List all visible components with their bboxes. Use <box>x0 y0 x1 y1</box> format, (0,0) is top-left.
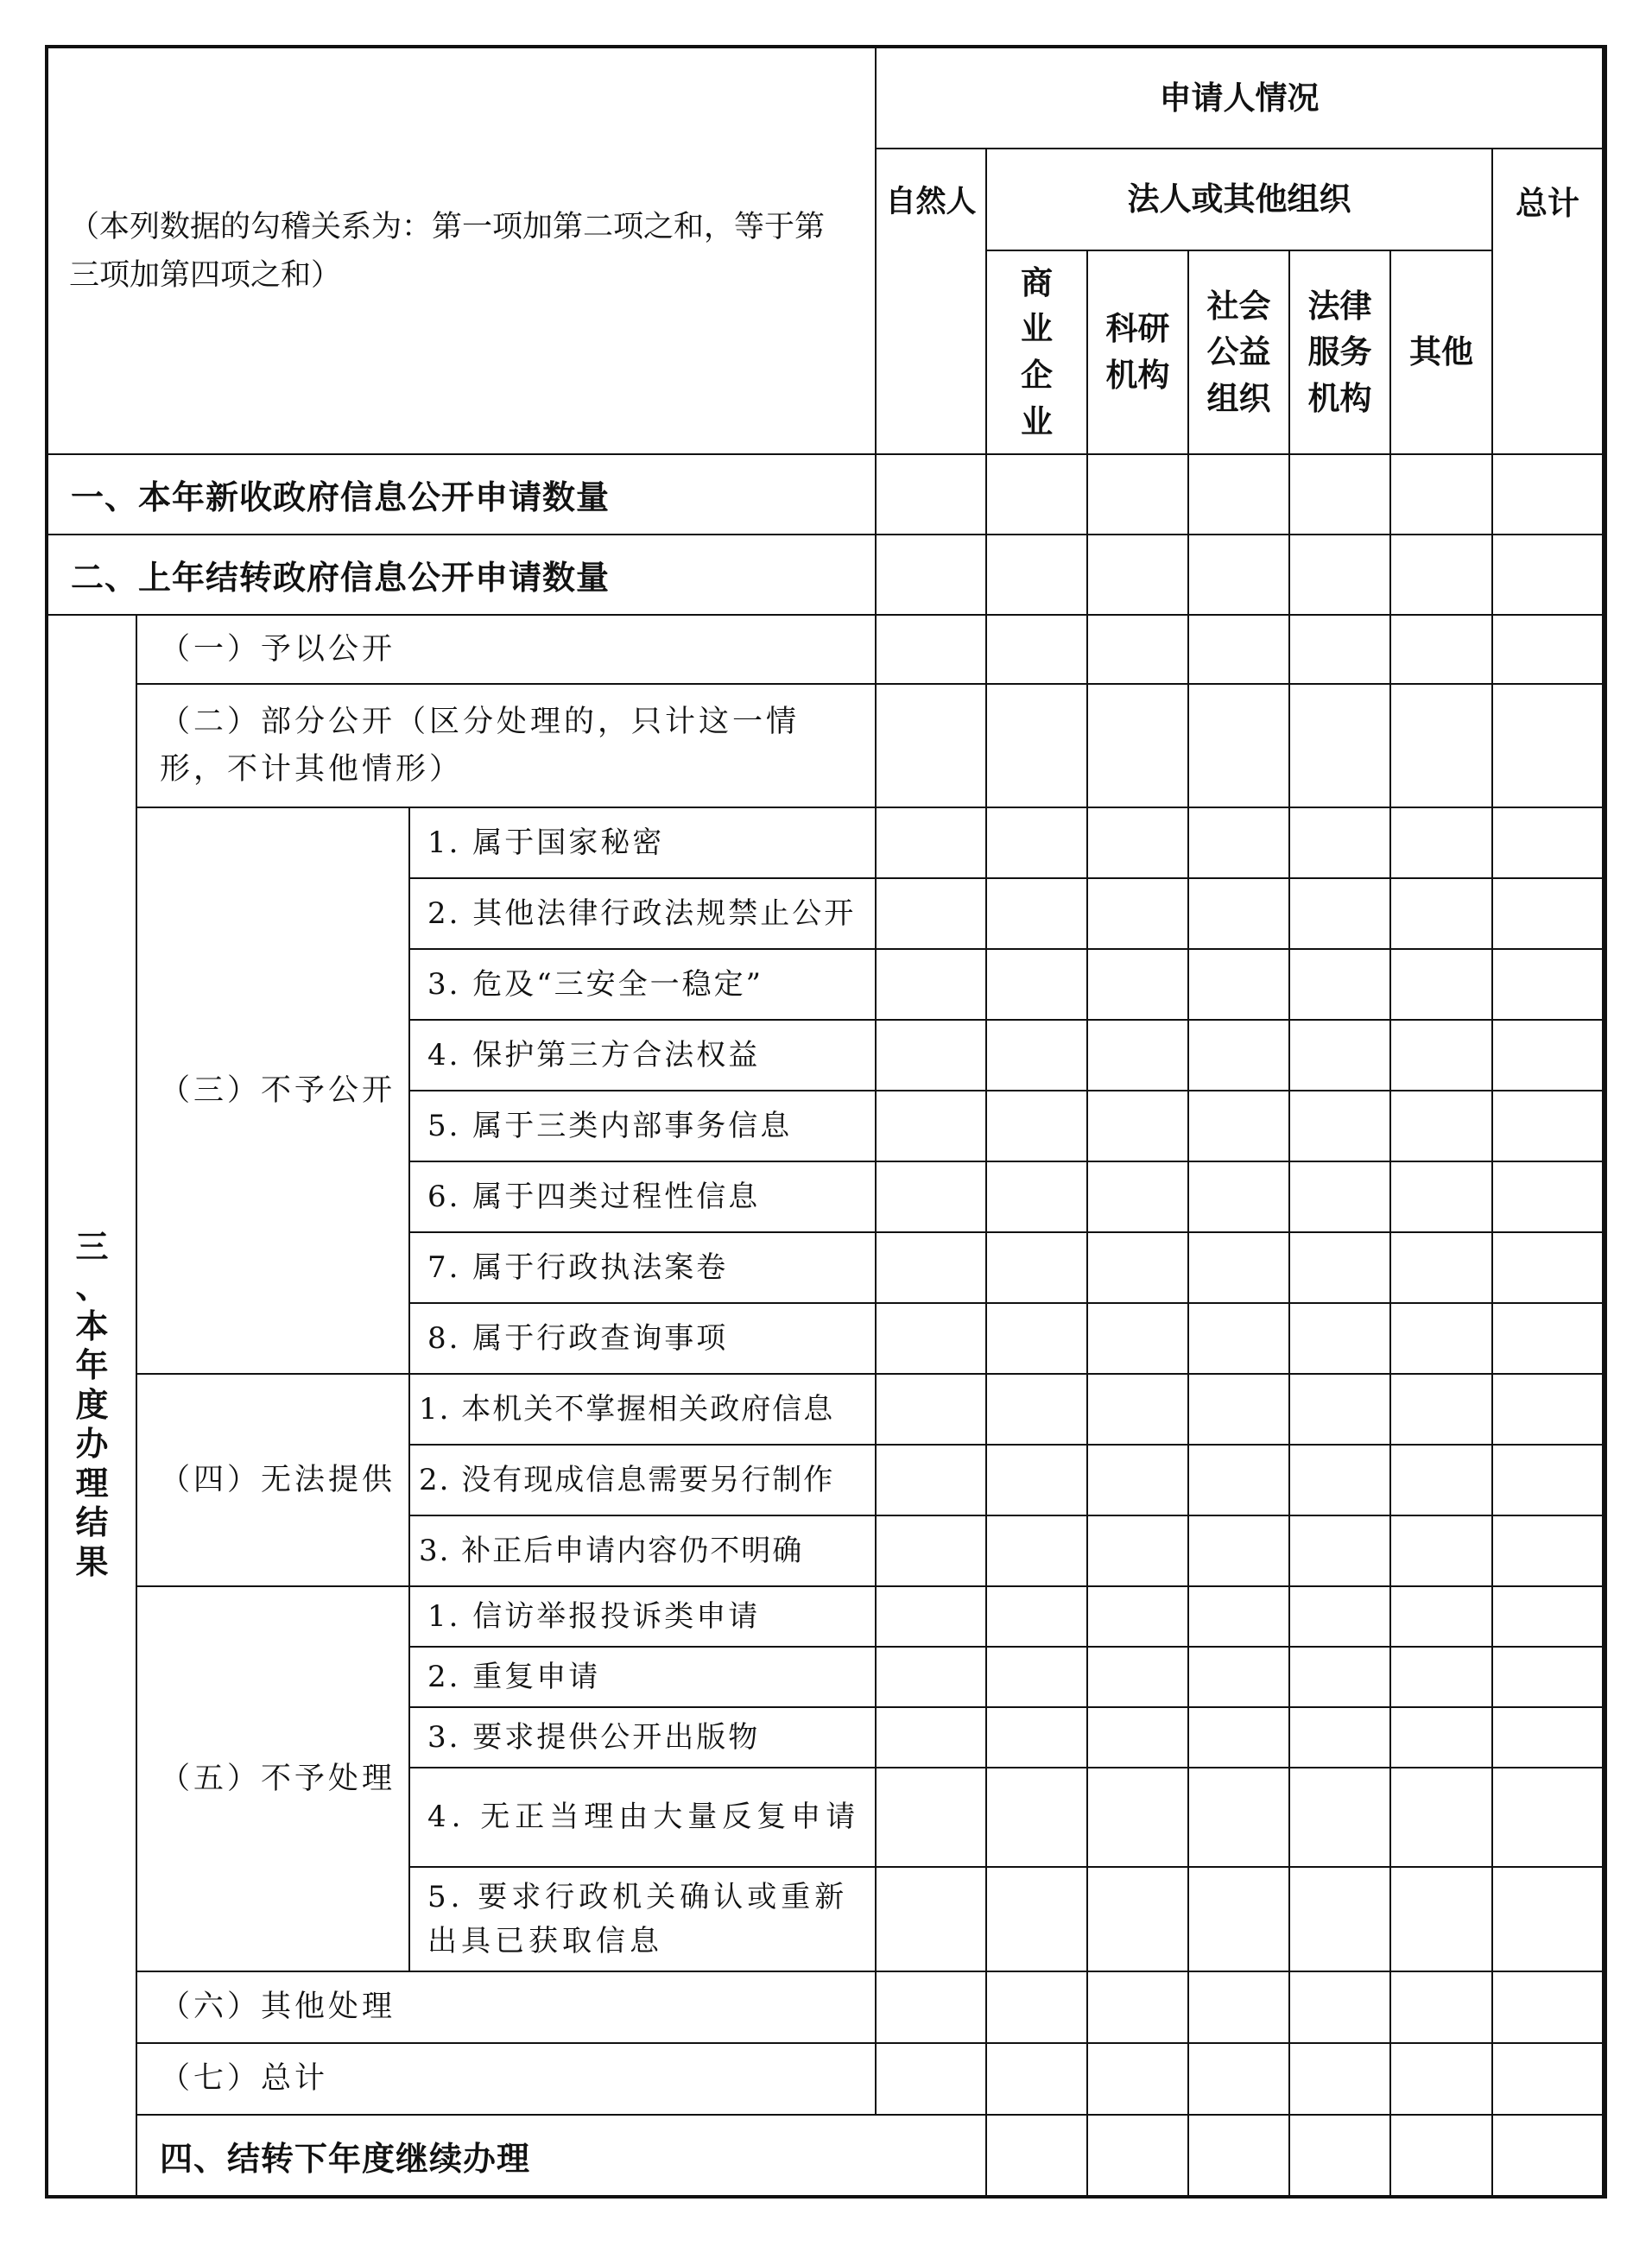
data-cell <box>1289 1161 1390 1232</box>
data-cell <box>986 1647 1087 1707</box>
data-cell <box>876 1647 986 1707</box>
data-cell <box>1188 1768 1289 1867</box>
data-cell <box>1188 1586 1289 1647</box>
data-cell <box>876 878 986 949</box>
data-cell <box>1188 878 1289 949</box>
data-cell <box>1492 1647 1603 1707</box>
data-cell <box>986 454 1087 535</box>
data-cell <box>1390 1374 1492 1445</box>
not-disclosed-item: 2. 其他法律行政法规禁止公开 <box>409 878 876 949</box>
data-cell <box>1390 454 1492 535</box>
data-cell <box>1289 1232 1390 1303</box>
data-cell <box>1492 1867 1603 1971</box>
data-cell <box>876 615 986 684</box>
not-disclosed-item: 3. 危及“三安全一稳定” <box>409 949 876 1020</box>
data-cell <box>986 949 1087 1020</box>
data-cell <box>1492 949 1603 1020</box>
data-cell <box>1087 1647 1188 1707</box>
vertical-char: 度 <box>75 1385 109 1424</box>
data-cell <box>1289 1020 1390 1091</box>
data-cell <box>1289 1586 1390 1647</box>
data-cell <box>876 1867 986 1971</box>
data-cell <box>986 878 1087 949</box>
vertical-char: 理 <box>75 1464 109 1503</box>
data-cell <box>1390 535 1492 615</box>
data-cell <box>1188 807 1289 878</box>
data-cell <box>1289 1515 1390 1586</box>
data-cell <box>1289 1374 1390 1445</box>
note-cell <box>47 47 876 454</box>
data-cell <box>1492 807 1603 878</box>
other-header: 其他 <box>1390 250 1492 454</box>
unable-item: 1. 本机关不掌握相关政府信息 <box>409 1374 876 1445</box>
data-cell <box>986 1374 1087 1445</box>
data-cell <box>986 1867 1087 1971</box>
data-cell <box>1390 1768 1492 1867</box>
data-cell <box>1289 615 1390 684</box>
data-cell <box>1188 1161 1289 1232</box>
data-cell <box>1603 2115 1605 2197</box>
data-cell <box>986 615 1087 684</box>
data-cell <box>986 1515 1087 1586</box>
data-cell <box>986 1971 1087 2043</box>
unable-item: 3. 补正后申请内容仍不明确 <box>409 1515 876 1586</box>
data-cell <box>1087 1768 1188 1867</box>
data-cell <box>986 2043 1087 2115</box>
data-cell <box>1087 1867 1188 1971</box>
legal-org-header: 法人或其他组织 <box>986 149 1492 250</box>
data-cell <box>1087 1232 1188 1303</box>
data-cell <box>1289 2115 1390 2197</box>
data-cell <box>876 454 986 535</box>
data-cell <box>986 1445 1087 1515</box>
row-carried-over-applications: 二、上年结转政府信息公开申请数量 <box>47 535 876 615</box>
data-cell <box>1289 1867 1390 1971</box>
data-cell <box>1390 1161 1492 1232</box>
data-cell <box>986 1161 1087 1232</box>
data-cell <box>1188 2043 1289 2115</box>
data-cell <box>1188 1867 1289 1971</box>
row-new-applications: 一、本年新收政府信息公开申请数量 <box>47 454 876 535</box>
vertical-char: 果 <box>75 1543 109 1582</box>
not-disclosed-item: 7. 属于行政执法案卷 <box>409 1232 876 1303</box>
data-cell <box>986 1586 1087 1647</box>
data-cell <box>876 1232 986 1303</box>
data-cell <box>1390 1586 1492 1647</box>
data-cell <box>1087 615 1188 684</box>
total-header: 总计 <box>1492 149 1603 454</box>
data-cell <box>1492 1768 1603 1867</box>
natural-person-header: 自然人 <box>876 149 986 454</box>
not-processed-item: 5. 要求行政机关确认或重新出具已获取信息 <box>409 1867 876 1971</box>
data-cell <box>1188 684 1289 807</box>
data-cell <box>1492 1020 1603 1091</box>
data-cell <box>1289 1707 1390 1768</box>
data-cell <box>1188 1232 1289 1303</box>
data-cell <box>1390 949 1492 1020</box>
data-cell <box>1492 1971 1603 2043</box>
data-cell <box>986 684 1087 807</box>
data-cell <box>1289 2043 1390 2115</box>
row-partially-disclosed: （二）部分公开（区分处理的，只计这一情形，不计其他情形） <box>136 684 876 807</box>
social-welfare-header: 社会公益组织 <box>1188 250 1289 454</box>
data-cell <box>1087 1707 1188 1768</box>
data-cell <box>1087 807 1188 878</box>
data-cell <box>876 1586 986 1647</box>
legal-service-header: 法律服务机构 <box>1289 250 1390 454</box>
row-not-processed: （五）不予处理 <box>136 1586 409 1971</box>
data-cell <box>1188 2115 1289 2197</box>
data-cell <box>1492 1515 1603 1586</box>
row-unable-to-provide: （四）无法提供 <box>136 1374 409 1586</box>
row-carry-forward: 四、结转下年度继续办理 <box>136 2115 986 2197</box>
data-cell <box>1289 1971 1390 2043</box>
data-cell <box>1087 1515 1188 1586</box>
data-cell <box>876 1445 986 1515</box>
not-processed-item: 1. 信访举报投诉类申请 <box>409 1586 876 1647</box>
data-cell <box>1492 1091 1603 1161</box>
unable-item: 2. 没有现成信息需要另行制作 <box>409 1445 876 1515</box>
data-cell <box>986 1707 1087 1768</box>
data-cell <box>876 1374 986 1445</box>
data-cell <box>876 1020 986 1091</box>
data-cell <box>1289 1445 1390 1515</box>
data-cell <box>876 1707 986 1768</box>
data-cell <box>876 1303 986 1374</box>
data-cell <box>1289 1091 1390 1161</box>
data-cell <box>986 535 1087 615</box>
not-processed-item: 4. 无正当理由大量反复申请 <box>409 1768 876 1867</box>
row-not-disclosed: （三）不予公开 <box>136 807 409 1374</box>
vertical-char: 本 <box>75 1306 109 1345</box>
data-cell <box>1188 1374 1289 1445</box>
data-cell <box>1188 1091 1289 1161</box>
data-cell <box>1492 1445 1603 1515</box>
not-disclosed-item: 8. 属于行政查询事项 <box>409 1303 876 1374</box>
data-cell <box>1188 1303 1289 1374</box>
data-cell <box>1087 1161 1188 1232</box>
vertical-char: 三 <box>75 1228 109 1267</box>
data-cell <box>1390 1232 1492 1303</box>
applicant-header: 申请人情况 <box>876 47 1603 149</box>
data-cell <box>1289 878 1390 949</box>
disclosure-table-container <box>45 45 1607 2199</box>
data-cell <box>1087 2043 1188 2115</box>
data-cell <box>986 1091 1087 1161</box>
data-cell <box>1087 1020 1188 1091</box>
data-cell <box>986 807 1087 878</box>
data-cell <box>876 535 986 615</box>
data-cell <box>1087 1971 1188 2043</box>
data-cell <box>1492 1161 1603 1232</box>
data-cell <box>1492 1586 1603 1647</box>
data-cell <box>1492 1232 1603 1303</box>
data-cell <box>1188 1515 1289 1586</box>
data-cell <box>1390 807 1492 878</box>
data-cell <box>1087 1586 1188 1647</box>
data-cell <box>1492 1374 1603 1445</box>
data-cell <box>1289 949 1390 1020</box>
data-cell <box>986 1768 1087 1867</box>
data-cell <box>1390 1707 1492 1768</box>
data-cell <box>986 1303 1087 1374</box>
data-cell <box>1188 615 1289 684</box>
data-cell <box>1289 684 1390 807</box>
data-cell <box>1188 1647 1289 1707</box>
relationship-note: （本列数据的勾稽关系为：第一项加第二项之和，等于第三项加第四项之和） <box>69 209 826 293</box>
vertical-char: 结 <box>75 1503 109 1542</box>
data-cell <box>1289 1303 1390 1374</box>
data-cell <box>1390 684 1492 807</box>
data-cell <box>1390 1091 1492 1161</box>
not-disclosed-item: 6. 属于四类过程性信息 <box>409 1161 876 1232</box>
data-cell <box>1492 2043 1603 2115</box>
data-cell <box>1087 1091 1188 1161</box>
data-cell <box>876 1515 986 1586</box>
data-cell <box>986 1020 1087 1091</box>
data-cell <box>1087 1445 1188 1515</box>
row-section-total: （七）总计 <box>136 2043 876 2115</box>
disclosure-statistics-table <box>45 45 1607 2199</box>
data-cell <box>1087 684 1188 807</box>
data-cell <box>1390 1867 1492 1971</box>
data-cell <box>1390 1445 1492 1515</box>
data-cell <box>876 807 986 878</box>
data-cell <box>1492 2115 1603 2197</box>
data-cell <box>1188 1020 1289 1091</box>
data-cell <box>876 1161 986 1232</box>
data-cell <box>1087 535 1188 615</box>
data-cell <box>876 1768 986 1867</box>
data-cell <box>1390 1971 1492 2043</box>
data-cell <box>1390 1515 1492 1586</box>
data-cell <box>876 1091 986 1161</box>
data-cell <box>1289 535 1390 615</box>
data-cell <box>1492 878 1603 949</box>
data-cell <box>876 2043 986 2115</box>
data-cell <box>1492 684 1603 807</box>
data-cell <box>876 1971 986 2043</box>
data-cell <box>1492 1707 1603 1768</box>
data-cell <box>1390 2043 1492 2115</box>
data-cell <box>1390 878 1492 949</box>
data-cell <box>876 684 986 807</box>
data-cell <box>1289 1647 1390 1707</box>
section-three-label <box>47 615 136 2197</box>
not-processed-item: 2. 重复申请 <box>409 1647 876 1707</box>
data-cell <box>1188 1971 1289 2043</box>
data-cell <box>1188 535 1289 615</box>
not-disclosed-item: 5. 属于三类内部事务信息 <box>409 1091 876 1161</box>
data-cell <box>1492 535 1603 615</box>
data-cell <box>1087 454 1188 535</box>
data-cell <box>986 1232 1087 1303</box>
data-cell <box>1087 1303 1188 1374</box>
data-cell <box>1390 1647 1492 1707</box>
data-cell <box>1087 878 1188 949</box>
vertical-char: 、 <box>75 1267 109 1306</box>
data-cell <box>1087 2115 1188 2197</box>
vertical-char: 年 <box>75 1346 109 1385</box>
data-cell <box>1188 1707 1289 1768</box>
row-disclosed: （一）予以公开 <box>136 615 876 684</box>
data-cell <box>876 949 986 1020</box>
data-cell <box>1188 454 1289 535</box>
research-header: 科研机构 <box>1087 250 1188 454</box>
not-disclosed-item: 1. 属于国家秘密 <box>409 807 876 878</box>
not-processed-item: 3. 要求提供公开出版物 <box>409 1707 876 1768</box>
data-cell <box>1087 1374 1188 1445</box>
not-disclosed-item: 4. 保护第三方合法权益 <box>409 1020 876 1091</box>
section-three-vertical-text <box>48 1228 136 1582</box>
data-cell <box>1087 949 1188 1020</box>
data-cell <box>1390 615 1492 684</box>
data-cell <box>1492 615 1603 684</box>
data-cell <box>1390 1020 1492 1091</box>
data-cell <box>986 2115 1087 2197</box>
data-cell <box>1188 1445 1289 1515</box>
data-cell <box>1289 807 1390 878</box>
row-other-handling: （六）其他处理 <box>136 1971 876 2043</box>
data-cell <box>1289 1768 1390 1867</box>
data-cell <box>1390 1303 1492 1374</box>
commercial-header: 商业企业 <box>986 250 1087 454</box>
data-cell <box>1390 2115 1492 2197</box>
vertical-char: 办 <box>75 1425 109 1464</box>
data-cell <box>1289 454 1390 535</box>
data-cell <box>1492 454 1603 535</box>
data-cell <box>1492 1303 1603 1374</box>
data-cell <box>1188 949 1289 1020</box>
